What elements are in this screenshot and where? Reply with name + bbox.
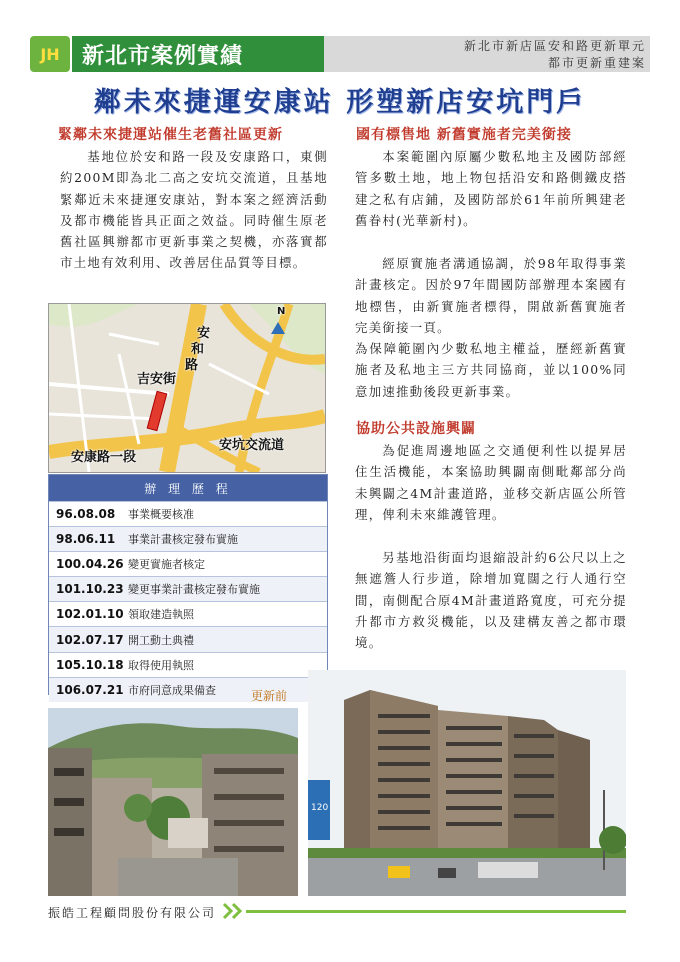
footer-company-name: 振皓工程顧問股份有限公司	[48, 906, 217, 920]
table-row	[49, 576, 327, 601]
timeline-date: 100.04.26	[56, 557, 124, 572]
timeline-date: 101.10.23	[56, 582, 124, 597]
table-row	[49, 551, 327, 576]
right-section-heading-2: 協助公共設施興闢	[356, 421, 476, 437]
header-title: 新北市案例實績	[72, 36, 324, 72]
right-paragraph-3: 為保障範圍內少數私地主權益，歷經新舊實施者及私地主三方共同協商，並以100%同意加速推動後段更新事業。	[355, 341, 627, 399]
right-paragraph-4: 為促進周邊地區之交通便利性以提昇居住生活機能，本案協助興闢南側毗鄰部分尚未興闢之4M計畫道路，並移交新店區公所管理，俾利未來維護管理。	[355, 443, 627, 522]
timeline-event: 變更事業計畫核定發布實施	[128, 583, 260, 597]
map-label-interchange: 安坑交流道	[219, 438, 285, 453]
table-row	[49, 501, 327, 526]
timeline-event: 事業概要核准	[128, 508, 194, 522]
table-row	[49, 601, 327, 626]
timeline-event: 變更實施者核定	[128, 558, 205, 572]
timeline-date: 105.10.18	[56, 657, 124, 672]
timeline-event: 領取建造執照	[128, 608, 194, 622]
timeline-header: 辦 理 歷 程	[49, 475, 327, 501]
footer-chevron-icon	[222, 902, 246, 924]
timeline-event: 市府同意成果備查	[128, 683, 216, 697]
map-label-anhe-2: 和	[191, 342, 205, 357]
page-title: 鄰未來捷運安康站 形塑新店安坑門戶	[93, 87, 587, 118]
map-label-ankang-road: 安康路一段	[71, 450, 137, 465]
header-subtitle-2: 都市更新重建案	[547, 56, 646, 70]
header-subtitle-1: 新北市新店區安和路更新單元	[463, 39, 646, 53]
timeline-date: 102.01.10	[56, 607, 124, 622]
table-row	[49, 626, 327, 651]
map-label-jian-street: 吉安街	[137, 372, 177, 387]
timeline-table	[48, 474, 328, 695]
left-section-heading: 緊鄰未來捷運站催生老舊社區更新	[58, 127, 283, 143]
location-map	[48, 303, 326, 473]
timeline-event: 取得使用執照	[128, 658, 194, 672]
map-label-anhe-1: 安	[197, 326, 211, 341]
bus-sign-number: 120	[311, 803, 329, 813]
table-row	[49, 526, 327, 551]
company-logo	[30, 36, 70, 72]
timeline-event: 事業計畫核定發布實施	[128, 533, 238, 547]
timeline-date: 98.06.11	[56, 532, 116, 547]
timeline-event: 開工動土典禮	[128, 633, 194, 647]
right-paragraph-5: 另基地沿街面均退縮設計約6公尺以上之無遮簷人行步道，除增加寬闊之行人通行空間，南側配合原4M計畫道路寬度，可充分提升都市方救災機能，以及建構友善之都市環境。	[355, 550, 627, 651]
timeline-date: 106.07.21	[56, 682, 124, 697]
north-label: N	[277, 306, 286, 317]
left-section-paragraph: 基地位於安和路一段及安康路口，東側約200M即為北二高之安坑交流道，且基地緊鄰近未來捷運安康站，對本案之經濟活動及都市機能皆具正面之效益。同時催生原老舊社區興辦都市更新事業之契機，亦落實都市土地有效利用、改善居住品質等目標。	[60, 149, 328, 271]
right-paragraph-2: 經原實施者溝通協調，於98年取得事業計畫核定。因於97年間國防部辦理本案國有地標售，由新實施者標得，開啟新舊實施者完美銜接一頁。	[355, 256, 627, 335]
timeline-date: 96.08.08	[56, 507, 116, 522]
timeline-date: 102.07.17	[56, 632, 124, 647]
table-row	[49, 652, 327, 677]
footer-divider	[246, 910, 626, 913]
photo-before-renewal	[48, 708, 298, 896]
after-photo-drawing	[308, 670, 626, 896]
map-label-anhe-3: 路	[185, 358, 199, 373]
photo-after-renewal	[308, 670, 626, 896]
photo-label-before: 更新前	[251, 689, 288, 703]
right-section-heading-1: 國有標售地 新舊實施者完美銜接	[356, 127, 572, 143]
logo-text: JH	[40, 44, 60, 64]
before-photo-drawing	[48, 708, 298, 896]
right-paragraph-1: 本案範圍內原屬少數私地主及國防部經管多數土地，地上物包括沿安和路側鐵皮搭建之私有店鋪，及國防部於61年前所興建老舊眷村(光華新村)。	[355, 149, 627, 228]
